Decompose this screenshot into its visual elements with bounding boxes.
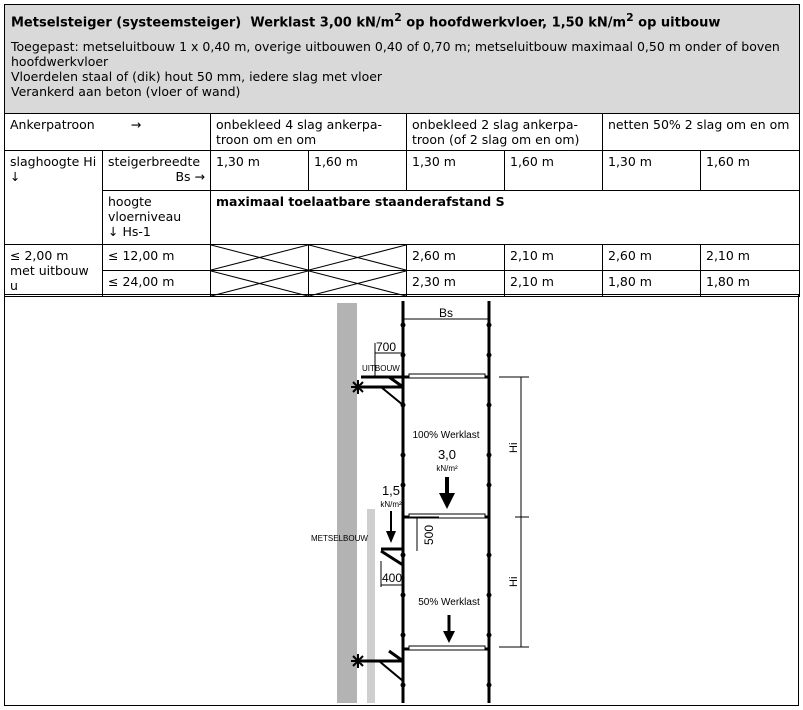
load-arrow-bottom-icon: [443, 615, 455, 643]
scaffold-figure: [4, 294, 799, 706]
load-3-unit: kN/m²: [436, 464, 458, 473]
anchor-icon: [351, 654, 365, 668]
load-3: 3,0: [437, 447, 457, 462]
value-cell: 2,60 m: [407, 245, 505, 271]
werklast-50: 50% Werklast: [418, 597, 480, 608]
load-15: 1,5: [381, 483, 401, 498]
bs-label: Bs: [438, 306, 454, 320]
width-cell: 1,60 m: [701, 151, 800, 191]
load-arrow-icon: [439, 477, 455, 509]
height-cell: ≤ 24,00 m: [103, 271, 211, 297]
crossed-cell: [211, 271, 309, 297]
metselbouw-wall: [367, 509, 375, 703]
steigerbreedte-cell: steigerbreedte Bs →: [103, 151, 211, 191]
row-group-label: ≤ 2,00 m met uitbouw u: [5, 245, 103, 297]
value-cell: 2,30 m: [407, 271, 505, 297]
metselbouw-label: METSELBOUW: [311, 534, 368, 543]
width-cell: 1,30 m: [407, 151, 505, 191]
werklast-100: 100% Werklast: [412, 430, 480, 441]
width-cell: 1,60 m: [309, 151, 407, 191]
load-arrow-small-icon: [386, 511, 396, 543]
value-cell: 2,10 m: [505, 245, 603, 271]
value-cell: 2,60 m: [603, 245, 701, 271]
scaffold-drawing: [5, 295, 798, 705]
hoogte-cell: hoogte vloerniveau ↓ Hs-1: [103, 191, 211, 245]
dim-500: 500: [422, 524, 436, 545]
value-cell: 1,80 m: [603, 271, 701, 297]
height-cell: ≤ 12,00 m: [103, 245, 211, 271]
header-line-1: Toegepast: metseluitbouw 1 x 0,40 m, overige uitbouwen 0,40 of 0,70 m; metseluitbouw maximaal 0,50 m onder of boven hoofdwerkvloer: [11, 39, 780, 70]
slaghoogte-cell: slaghoogte Hi ↓: [5, 151, 103, 245]
width-cell: 1,60 m: [505, 151, 603, 191]
ankerpatroon-cell: Ankerpatroon →: [5, 114, 211, 151]
header-line-2: Vloerdelen staal of (dik) hout 50 mm, iedere slag met vloer: [11, 69, 383, 85]
max-staanderafstand-label: maximaal toelaatbare staanderafstand S: [211, 191, 800, 245]
value-cell: 2,10 m: [701, 245, 800, 271]
table-header: [5, 5, 800, 114]
wall: [337, 303, 357, 703]
width-cell: 1,30 m: [211, 151, 309, 191]
col-group-1: onbekleed 4 slag ankerpa-troon om en om: [211, 114, 407, 151]
load-15-unit: kN/m²: [380, 500, 402, 509]
hi-top-label: Hi: [508, 442, 520, 453]
value-cell: 1,80 m: [701, 271, 800, 297]
crossed-cell: [309, 245, 407, 271]
dim-700: 700: [375, 340, 397, 354]
crossed-cell: [211, 245, 309, 271]
width-cell: 1,30 m: [603, 151, 701, 191]
header-line-3: Verankerd aan beton (vloer of wand): [11, 84, 241, 100]
col-group-2: onbekleed 2 slag ankerpa-troon (of 2 slag om en om): [407, 114, 603, 151]
crossed-cell: [309, 271, 407, 297]
scaffold-table: [4, 4, 800, 297]
hi-bottom-label: Hi: [508, 576, 520, 587]
anchor-icon: [351, 380, 365, 394]
table-title: Metselsteiger (systeemsteiger) Werklast 3,00 $kN/m^2$ op hoofdwerkvloer, 1,50 $kN/m^2$ op uitbouw: [11, 11, 721, 31]
dim-400: 400: [381, 571, 403, 585]
uitbouw-label: UITBOUW: [362, 364, 400, 373]
col-group-3: netten 50% 2 slag om en om: [603, 114, 800, 151]
value-cell: 2,10 m: [505, 271, 603, 297]
